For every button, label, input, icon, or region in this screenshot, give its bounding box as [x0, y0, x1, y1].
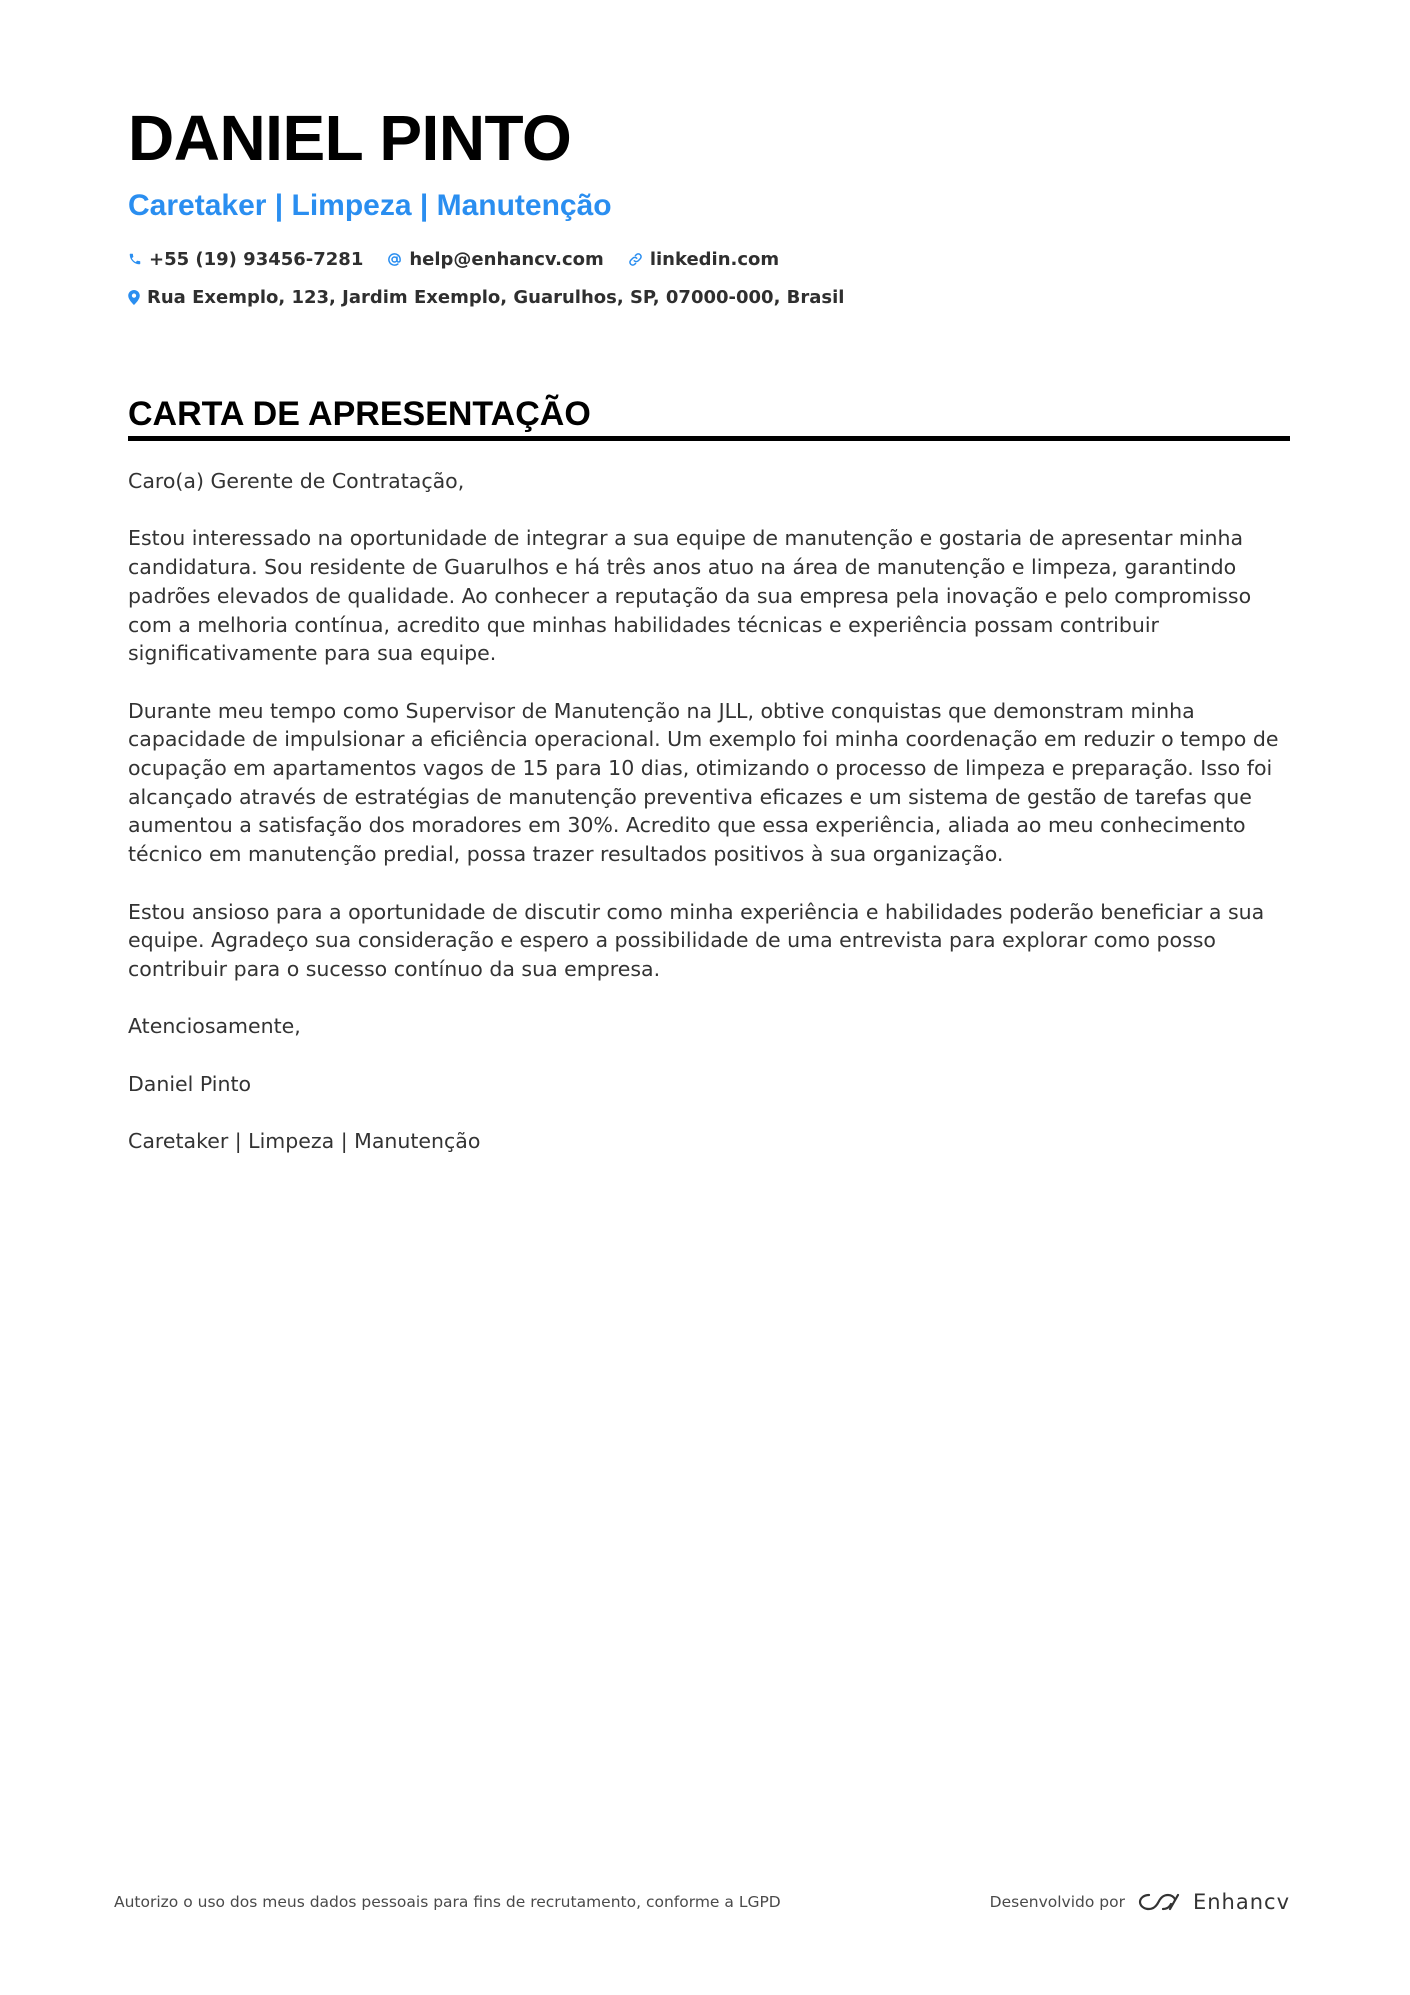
phone-contact[interactable]	[128, 249, 363, 270]
at-icon	[387, 252, 402, 267]
powered-by	[990, 1890, 1290, 1914]
enhancv-logo[interactable]	[1137, 1890, 1290, 1914]
letter-greeting: Caro(a) Gerente de Contratação,	[128, 469, 465, 493]
section-title: CARTA DE APRESENTAÇÃO	[128, 394, 1290, 441]
contact-row-address	[128, 278, 1290, 316]
letter-body	[128, 467, 1290, 1156]
address-value: Rua Exemplo, 123, Jardim Exemplo, Guarulhos, SP, 07000-000, Brasil	[147, 286, 845, 308]
letter-paragraph: Durante meu tempo como Supervisor de Manutenção na JLL, obtive conquistas que demonstram minha capacidade de impulsionar a eficiência operacional. Um exemplo foi minha coordenação em reduzir o tempo de ocupação em apartamentos vagos de 15 para 10 dias, otimizando o processo de limpeza e preparação. Isso foi alcançado através de estratégias de manutenção preventiva eficazes e um sistema de gestão de tarefas que aumentou a satisfação dos moradores em 30%. Acredito que essa experiência, aliada ao meu conhecimento técnico em manutenção predial, possa trazer resultados positivos à sua organização.	[128, 698, 1279, 867]
location-pin-icon	[128, 290, 140, 305]
contact-info	[128, 240, 1290, 316]
cover-letter-page	[128, 100, 1290, 1184]
linkedin-contact[interactable]	[628, 249, 779, 270]
signature-title: Caretaker | Limpeza | Manutenção	[128, 1129, 481, 1154]
powered-by-label: Desenvolvido por	[989, 1893, 1125, 1911]
letter-paragraph: Estou interessado na oportunidade de integrar a sua equipe de manutenção e gostaria de apresentar minha candidatura. Sou residente de Guarulhos e há três anos atuo na área de manutenção e limpeza, garantindo padrões elevados de qualidade. Ao conhecer a reputação da sua empresa pela inovação e pelo compromisso com a melhoria contínua, acredito que minhas habilidades técnicas e experiência possam contribuir significativamente para sua equipe.	[128, 526, 1252, 666]
link-icon	[628, 252, 643, 267]
linkedin-value: linkedin.com	[649, 248, 780, 270]
address-contact	[128, 287, 844, 308]
consent-note: Autorizo o uso dos meus dados pessoais para fins de recrutamento, conforme a LGPD	[114, 1893, 781, 1911]
letter-closing: Atenciosamente,	[128, 1014, 301, 1039]
brand-name: Enhancv	[1192, 1890, 1290, 1914]
contact-row-primary	[128, 240, 1290, 278]
candidate-headline: Caretaker | Limpeza | Manutenção	[128, 189, 612, 222]
email-contact[interactable]	[387, 249, 603, 270]
phone-icon	[128, 252, 142, 266]
enhancv-logo-icon	[1137, 1891, 1181, 1913]
signature-name: Daniel Pinto	[128, 1071, 252, 1096]
letter-paragraph: Estou ansioso para a oportunidade de discutir como minha experiência e habilidades poderão beneficiar a sua equipe. Agradeço sua consideração e espero a possibilidade de uma entrevista para explorar como posso contribuir para o sucesso contínuo da sua empresa.	[128, 899, 1265, 981]
page-footer	[114, 1890, 1290, 1914]
email-value: help@enhancv.com	[409, 248, 604, 270]
candidate-name: DANIEL PINTO	[128, 102, 572, 174]
phone-value: +55 (19) 93456-7281	[149, 248, 364, 270]
